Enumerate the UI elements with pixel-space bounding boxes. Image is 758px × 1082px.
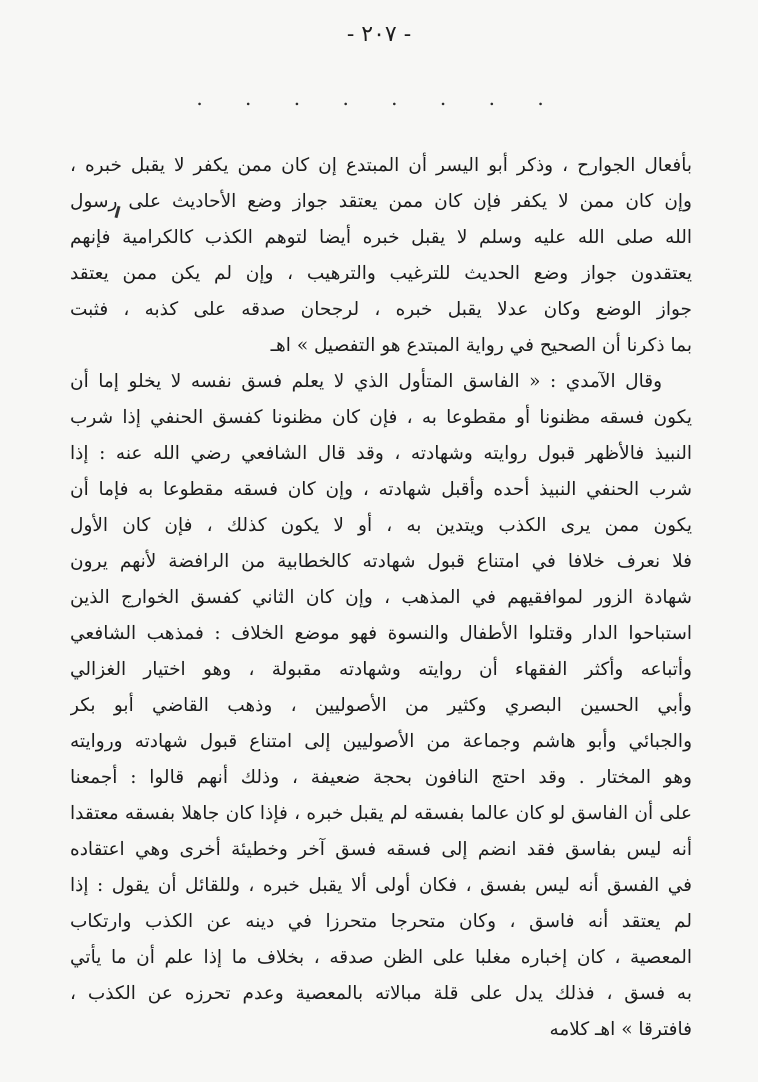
text-line: لم يعتقد أنه فاسق ، وكان متحرجا متحرزا في دينه عن الكذب وارتكاب — [70, 911, 692, 932]
text-line: وإن كان ممن لا يكفر فإن كان ممن يعتقد جواز وضع الأحاديث على رسول — [70, 191, 692, 212]
text-line: به فسق ، فذلك يدل على قلة مبالاته بالمعصية وعدم تحرزه عن الكذب ، — [70, 983, 692, 1004]
text-line: وأتباعه وأكثر الفقهاء أن روايته وشهادته مقبولة ، وهو اختيار الغزالي — [70, 659, 692, 680]
text-line: والجبائي وأبو هاشم وجماعة من الأصوليين إلى امتناع قبول شهادته وروايته — [70, 731, 692, 752]
text-line: الله صلى الله عليه وسلم لا يقبل خبره أيضا لتوهم الكذب كالكرامية فإنهم — [70, 227, 692, 248]
text-line: يكون ممن يرى الكذب ويتدين به ، أو لا يكون كذلك ، فإن كان الأول — [70, 515, 692, 536]
text-line: شرب الحنفي النبيذ أحده وأقبل شهادته ، وإن كان فسقه مقطوعا به فإما أن — [70, 479, 692, 500]
text-line: بأفعال الجوارح ، وذكر أبو اليسر أن المبتدع إن كان ممن يكفر لا يقبل خبره ، — [70, 155, 692, 176]
text-line: المعصية ، كان إخباره مغلبا على الظن صدقه ، بخلاف ما إذا علم أن ما يأتي — [70, 947, 692, 968]
text-line: أنه ليس بفاسق فقد انضم إلى فسقه فسق آخر وخطيئة أخرى وهي اعتقاده — [70, 839, 692, 860]
text-line: على أن الفاسق لو كان عالما بفسقه لم يقبل خبره ، فإذا كان جاهلا بفسقه معتقدا — [70, 803, 692, 824]
text-line: النبيذ فالأظهر قبول روايته وشهادته ، وقد قال الشافعي رضي الله عنه : إذا — [70, 443, 692, 464]
text-line: استباحوا الدار وقتلوا الأطفال والنسوة فهو موضع الخلاف : فمذهب الشافعي — [70, 623, 692, 644]
text-line: فافترقا » اهـ كلامه — [549, 1019, 692, 1040]
text-line: في الفسق أنه ليس بفسق ، فكان أولى ألا يقبل خبره ، وللقائل أن يقول : إذا — [70, 875, 692, 896]
text-line: وقال الآمدي : « الفاسق المتأول الذي لا يعلم فسق نفسه لا يخلو إما أن — [70, 371, 662, 392]
text-line: يعتقدون جواز وضع الحديث للترغيب والترهيب ، وإن لم يكن ممن يعتقد — [70, 263, 692, 284]
section-separator: . . . . . . . . — [196, 86, 562, 110]
text-line: شهادة الزور لموافقيهم في المذهب ، وإن كان الثاني كفسق الخوارج الذين — [70, 587, 692, 608]
text-line: يكون فسقه مظنونا أو مقطوعا به ، فإن كان مظنونا كفسق الحنفي إذا شرب — [70, 407, 692, 428]
text-line: وهو المختار . وقد احتج النافون بحجة ضعيفة ، وذلك أنهم قالوا : أجمعنا — [70, 767, 692, 788]
text-line: فلا نعرف خلافا في امتناع قبول شهادته كالخطابية من الرافضة لأنهم يرون — [70, 551, 692, 572]
text-line: جواز الوضع وكان عدلا يقبل خبره ، لرجحان صدقه على كذبه ، فثبت — [70, 299, 692, 320]
text-line: وأبي الحسين البصري وكثير من الأصوليين ، وذهب القاضي أبو بكر — [70, 695, 692, 716]
text-line: بما ذكرنا أن الصحيح في رواية المبتدع هو التفصيل » اهـ — [270, 335, 692, 356]
page-number: - ٢٠٧ - — [346, 22, 412, 47]
